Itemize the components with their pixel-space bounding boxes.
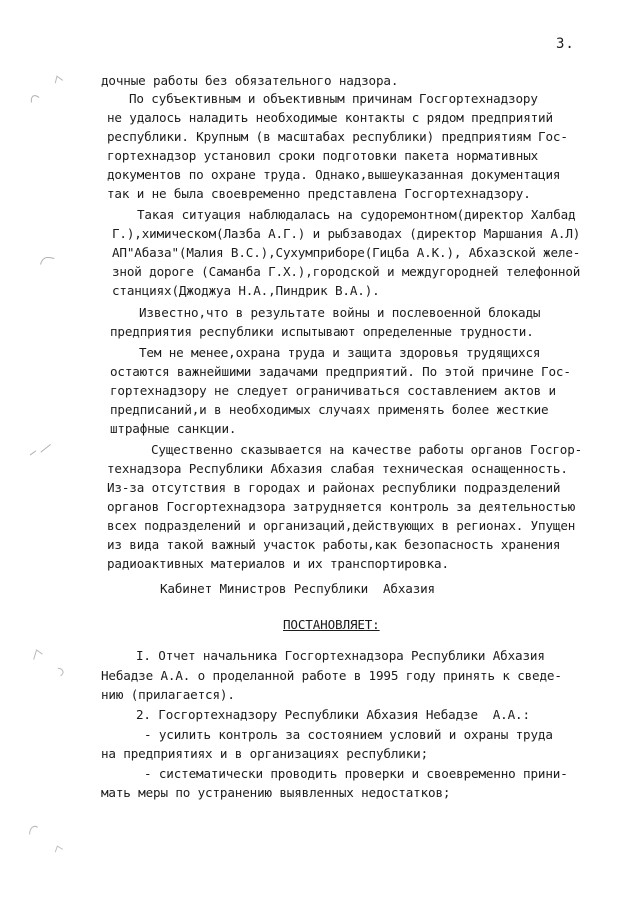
text-line: документов по охране труда. Однако,вышеуказанная документация <box>107 167 561 182</box>
cabinet-heading: Кабинет Министров Республики Абхазия <box>160 581 435 596</box>
text-line: на предприятиях и в организациях республики; <box>101 746 429 761</box>
text-line: предписаний,и в необходимых случаях применять более жесткие <box>110 402 549 417</box>
margin-scribble-mark <box>36 250 57 267</box>
list-item: - систематически проводить проверки и своевременно прини- <box>144 766 568 781</box>
paragraph-start-line: Существенно сказывается на качестве работы органов Госгор- <box>151 442 583 457</box>
paragraph-start-line: По субъективным и объективным причинам Госгортехнадзору <box>129 91 538 106</box>
paragraph-start-line: Такая ситуация наблюдалась на судоремонтном(директор Халбад <box>137 207 576 222</box>
text-line: мать меры по устранению выявленных недостатков; <box>101 785 451 800</box>
paragraph-start-line: Известно,что в результате войны и послевоенной блокады <box>139 305 541 320</box>
text-line: республики. Крупным (в масштабах республики) предприятиям Гос- <box>107 129 568 144</box>
text-line: гортехнадзору не следует ограничиваться составлением актов и <box>110 383 556 398</box>
text-line: так и не была своевременно представлена Госгортехнадзору. <box>107 186 531 201</box>
margin-scribble-mark <box>27 441 55 459</box>
resolution-item-1: I. Отчет начальника Госгортехнадзора Республики Абхазия <box>136 648 545 663</box>
margin-scribble-mark <box>24 821 41 837</box>
resolution-item-2: 2. Госгортехнадзору Республики Абхазия Небадзе А.А.: <box>136 707 530 722</box>
margin-scribble-mark <box>28 646 45 662</box>
text-line: АП"Абаза"(Малия В.С.),Сухумприборе(Гицба А.К.), Абхазской желе- <box>112 245 581 260</box>
text-line: технадзора Республики Абхазия слабая техническая оснащенность. <box>107 461 568 476</box>
text-line: штрафные санкции. <box>110 421 237 436</box>
text-line: не удалось наладить необходимые контакты с рядом предприятий <box>107 110 553 125</box>
text-line: гортехнадзор установил сроки подготовки пакета нормативных <box>107 148 539 163</box>
text-line: дочные работы без обязательного надзора. <box>101 73 399 88</box>
text-line: всех подразделений и организаций,действующих в регионах. Упущен <box>107 518 576 533</box>
list-item: - усилить контроль за состоянием условий и охраны труда <box>144 727 553 742</box>
text-line: Из-за отсутствия в городах и районах республики подразделений <box>107 480 561 495</box>
text-line: Г.),химическом(Лазба А.Г.) и рыбзаводах (директор Маршания А.Л) <box>112 226 581 241</box>
text-line: нию (прилагается). <box>101 687 235 702</box>
text-line: органов Госгортехнадзора затрудняется контроль за деятельностью <box>107 499 576 514</box>
margin-scribble-mark <box>51 72 66 86</box>
resolution-heading: ПОСТАНОВЛЯЕТ: <box>283 617 380 632</box>
margin-scribble-mark <box>26 90 43 106</box>
margin-scribble-mark <box>54 663 69 678</box>
margin-scribble-mark <box>51 841 66 855</box>
page-number: 3. <box>556 36 575 52</box>
text-line: остаются важнейшими задачами предприятий. По этой причине Гос- <box>110 364 571 379</box>
paragraph-start-line: Тем не менее,охрана труда и защита здоровья трудящихся <box>139 345 541 360</box>
text-line: из вида такой важный участок работы,как безопасность хранения <box>107 537 561 552</box>
text-line: станциях(Джоджуа Н.А.,Пиндрик В.А.). <box>112 283 380 298</box>
text-line: радиоактивных материалов и их транспортировка. <box>107 556 449 571</box>
text-line: зной дороге (Саманба Г.Х.),городской и междугородней телефонной <box>112 264 581 279</box>
text-line: Небадзе А.А. о проделанной работе в 1995 году принять к сведе- <box>101 668 562 683</box>
text-line: предприятия республики испытывают определенные трудности. <box>110 324 534 339</box>
